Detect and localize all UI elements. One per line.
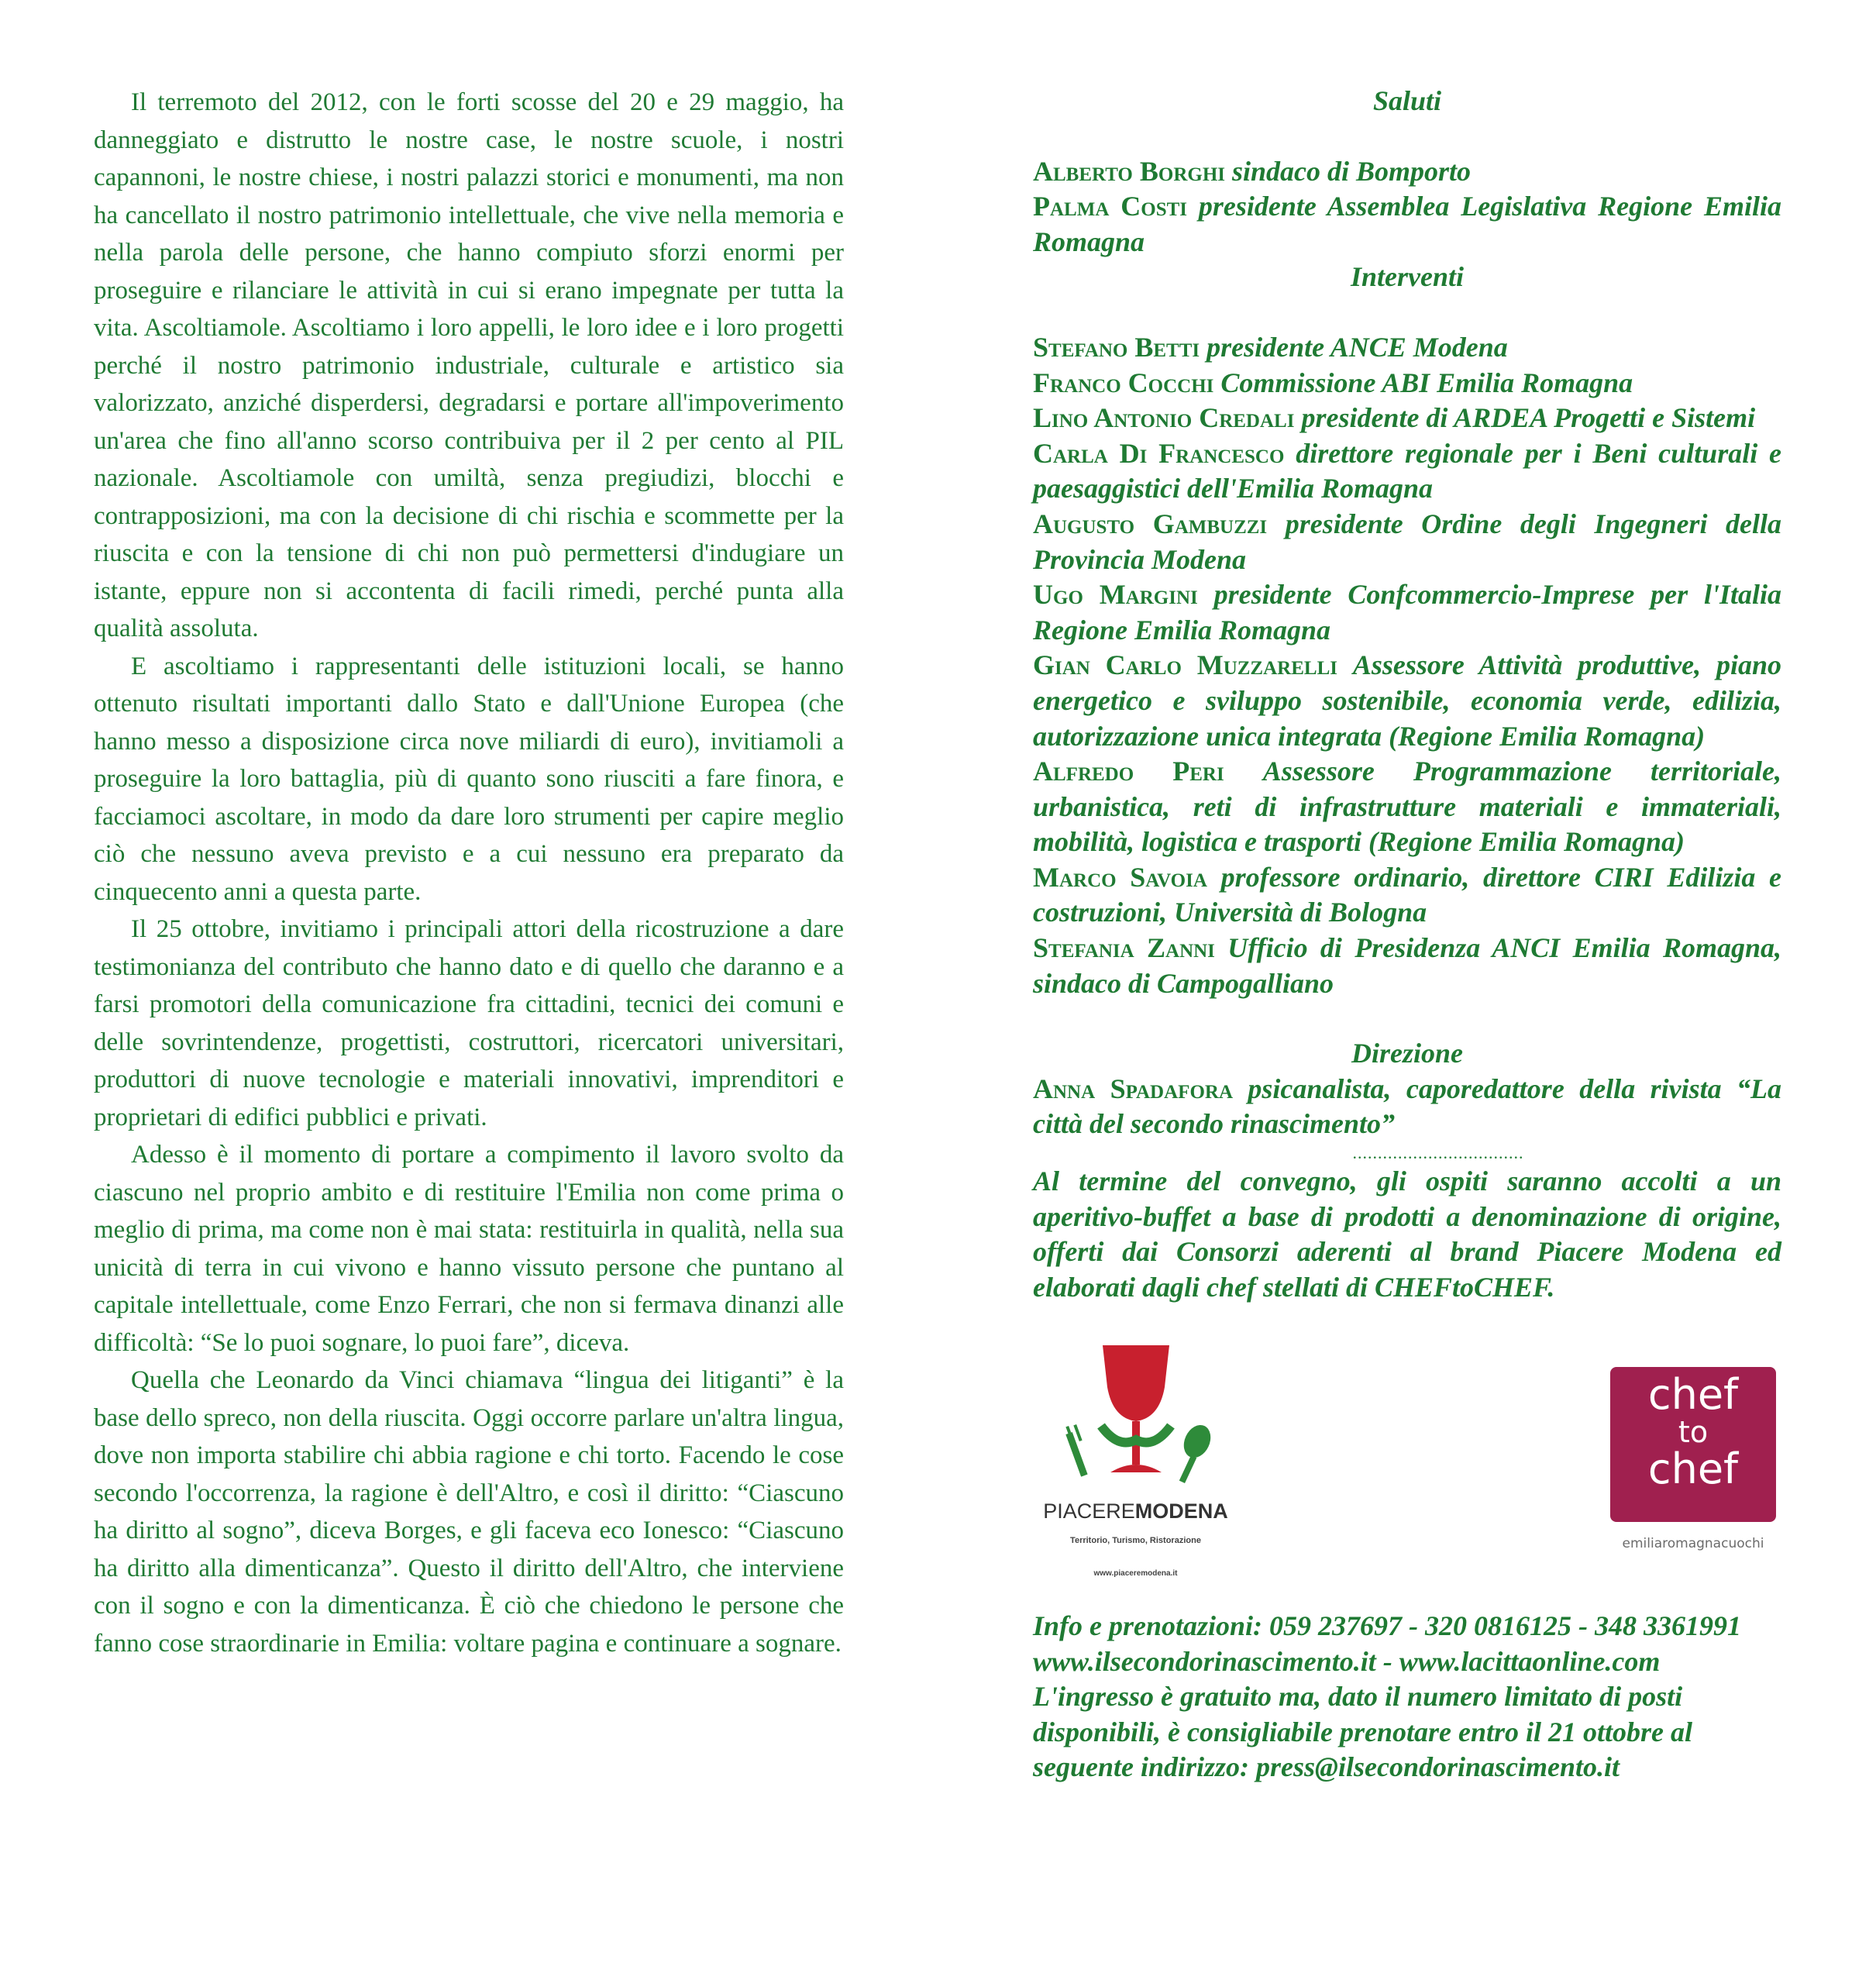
piacere-modena-url: www.piaceremodena.it (1093, 1569, 1178, 1579)
speaker-role: direttore regionale per i Beni culturali e paesaggistici dell'Emilia Romagna (1033, 437, 1781, 504)
speaker-name: Palma Costi (1033, 191, 1187, 222)
speaker-name: Ugo Margini (1033, 579, 1198, 611)
speaker-role: Ufficio di Presidenza ANCI Emilia Romagna, sindaco di Campogalliano (1033, 932, 1781, 999)
speaker-role: sindaco di Bomporto (1232, 155, 1472, 187)
speaker-entry (1033, 648, 1781, 754)
speaker-name: Lino Antonio Credali (1033, 402, 1295, 434)
speaker-entry (1033, 507, 1781, 577)
speaker-entry (1033, 366, 1781, 401)
sponsor-logos (1033, 1341, 1781, 1581)
intro-text-column (94, 84, 844, 1662)
speaker-entry (1033, 577, 1781, 648)
speaker-role: presidente Assemblea Legislativa Regione Emilia Romagna (1033, 191, 1781, 257)
intro-paragraph: Adesso è il momento di portare a compimento il lavoro svolto da ciascuno nel proprio ambito e di restituire l'Emilia non come prima o meglio di prima, ma come non è mai stata: restituirla in qualità, nella sua unicità di terra in cui vivono e hanno vissuto persone che puntano al capitale intellettuale, come Enzo Ferrari, che non si fermava dinanzi alle difficoltà: “Se lo puoi sognare, lo puoi fare”, diceva. (94, 1141, 844, 1357)
speaker-role: professore ordinario, direttore CIRI Edilizia e costruzioni, Università di Bologna (1033, 861, 1781, 928)
speaker-name: Augusto Gambuzzi (1033, 508, 1268, 539)
speaker-role: Assessore Attività produttive, piano energetico e sviluppo sostenibile, economia verde, edilizia, autorizzazione unica integrata (Regione Emilia Romagna) (1033, 649, 1782, 752)
to-line: to (1678, 1415, 1709, 1450)
chef-line: chef (1647, 1444, 1739, 1494)
speaker-entry (1033, 754, 1781, 860)
info-booking: L'ingresso è gratuito ma, dato il numero limitato di posti disponibili, è consigliabile prenotare entro il 21 ottobre al seguente indirizzo: press@ilsecondorinascimento.it (1033, 1681, 1693, 1783)
info-phone: Info e prenotazioni: 059 237697 - 320 0816125 - 348 3361991 (1033, 1610, 1742, 1642)
chef-to-chef-logo (1610, 1367, 1781, 1557)
speaker-entry (1033, 189, 1781, 260)
speaker-name: Alfredo Peri (1033, 756, 1224, 787)
saluti-heading: Saluti (1372, 85, 1442, 116)
speaker-entry (1033, 401, 1781, 436)
speaker-name: Carla Di Francesco (1033, 437, 1285, 469)
intro-paragraph: Il 25 ottobre, invitiamo i principali attori della ricostruzione a dare testimonianza del contributo che hanno dato e di quello che daranno e a farsi promotori della comunicazione fra cittadini, tecnici dei comuni e delle sovrintendenze, progettisti, costruttori, ricercatori universitari, produttori di nuove tecnologie e materiali innovativi, imprenditori e proprietari di edifici pubblici e privati. (94, 915, 844, 1131)
wine-glass-icon (1033, 1341, 1238, 1496)
speaker-name: Gian Carlo Muzzarelli (1033, 649, 1337, 681)
program-column (1033, 84, 1781, 1785)
speaker-role: presidente di ARDEA Progetti e Sistemi (1301, 402, 1756, 434)
direzione-heading: Direzione (1351, 1038, 1463, 1069)
speaker-entry (1033, 860, 1781, 931)
intro-paragraph: E ascoltiamo i rappresentanti delle istituzioni locali, se hanno ottenuto risultati importanti dallo Stato e dall'Unione Europea (che hanno messo a disposizione circa nove miliardi di euro), invitiamoli a proseguire la loro battaglia, più di quanto sono riusciti a fare finora, e facciamoci ascoltare, in modo da dare loro strumenti per capire meglio ciò che nessuno aveva previsto e a cui nessuno era preparato da cinquecento anni a questa parte. (94, 652, 844, 906)
chef-to-chef-badge (1610, 1367, 1776, 1522)
interventi-heading: Interventi (1350, 261, 1464, 293)
speaker-entry (1033, 931, 1781, 1001)
speaker-role: presidente Ordine degli Ingegneri della Provincia Modena (1033, 508, 1781, 575)
piacere-modena-wordmark: PIACEREMODENA (1043, 1499, 1228, 1524)
speaker-name: Alberto Borghi (1033, 155, 1225, 187)
intro-paragraph: Quella che Leonardo da Vinci chiamava “lingua dei litiganti” è la base dello spreco, non della riuscita. Oggi occorre parlare un'altra lingua, dove non importa stabilire chi abbia ragione e chi torto. Facendo le cose secondo l'occorrenza, la ragione è dell'Altro, e così il diritto: “Ciascuno ha diritto al sogno”, diceva Borges, e gli faceva eco Ionesco: “Ciascuno ha diritto alla dimenticanza”. Questo il diritto dell'Altro, che interviene con il sogno e con la dimenticanza. È ciò che chiedono le persone che fanno cose straordinarie in Emilia: voltare pagina e continuare a sognare. (94, 1366, 844, 1658)
intro-paragraph: Il terremoto del 2012, con le forti scosse del 20 e 29 maggio, ha danneggiato e distrutto le nostre case, le nostre scuole, i nostri capannoni, le nostre chiese, i nostri palazzi storici e monumenti, ma non ha cancellato il nostro patrimonio intellettuale, che vive nella memoria e nella parola delle persone, che hanno compiuto sforzi enormi per proseguire e rilanciare le attività in cui si erano impegnate per tutta la vita. Ascoltiamole. Ascoltiamo i loro appelli, le loro idee e i loro progetti perché il nostro patrimonio industriale, culturale e artistico sia valorizzato, anziché disperdersi, degradarsi e portare all'impoverimento un'area che fino all'anno scorso contribuiva per il 2 per cento al PIL nazionale. Ascoltiamole con umiltà, senza pregiudizi, blocchi e contrapposizioni, ma con la decisione di chi rischia e scommette per la riuscita e con la tensione di chi non può permettersi d'indugiare un istante, eppure non si accontenta di facili rimedi, perché punta alla qualità assoluta. (94, 88, 844, 642)
piacere-modena-logo (1033, 1341, 1238, 1579)
speaker-entry (1033, 154, 1781, 190)
director-name: Anna Spadafora (1033, 1073, 1233, 1104)
speaker-role: Assessore Programmazione territoriale, urbanistica, reti di infrastrutture materiali e immateriali, mobilità, logistica e trasporti (Regione Emilia Romagna) (1033, 756, 1781, 858)
director-role: psicanalista, caporedattore della rivista “La città del secondo rinascimento” (1033, 1073, 1781, 1140)
info-websites: www.ilsecondorinascimento.it - www.lacittaonline.com (1033, 1645, 1661, 1677)
speaker-role: presidente Confcommercio-Imprese per l'Italia Regione Emilia Romagna (1033, 579, 1782, 646)
speaker-role: presidente ANCE Modena (1206, 331, 1508, 363)
speaker-name: Franco Cocchi (1033, 367, 1214, 398)
speaker-role: Commissione ABI Emilia Romagna (1220, 367, 1633, 398)
chef-line: chef (1647, 1370, 1739, 1420)
closing-note: Al termine del convegno, gli ospiti saranno accolti a un aperitivo-buffet a base di prodotti a denominazione di origine, offerti dai Consorzi aderenti al brand Piacere Modena ed elaborati dagli chef stellati di CHEFtoCHEF. (1033, 1165, 1781, 1303)
speaker-name: Stefania Zanni (1033, 932, 1215, 964)
separator: .................................. (1352, 1143, 1524, 1163)
director-entry (1033, 1072, 1781, 1142)
speaker-name: Marco Savoia (1033, 861, 1207, 893)
speaker-entry (1033, 436, 1781, 507)
chef-to-chef-caption: emiliaromagnacuochi (1622, 1536, 1764, 1552)
speaker-entry (1033, 330, 1781, 366)
info-block (1033, 1609, 1781, 1785)
piacere-modena-subtitle: Territorio, Turismo, Ristorazione (1070, 1536, 1201, 1546)
speaker-name: Stefano Betti (1033, 331, 1200, 363)
